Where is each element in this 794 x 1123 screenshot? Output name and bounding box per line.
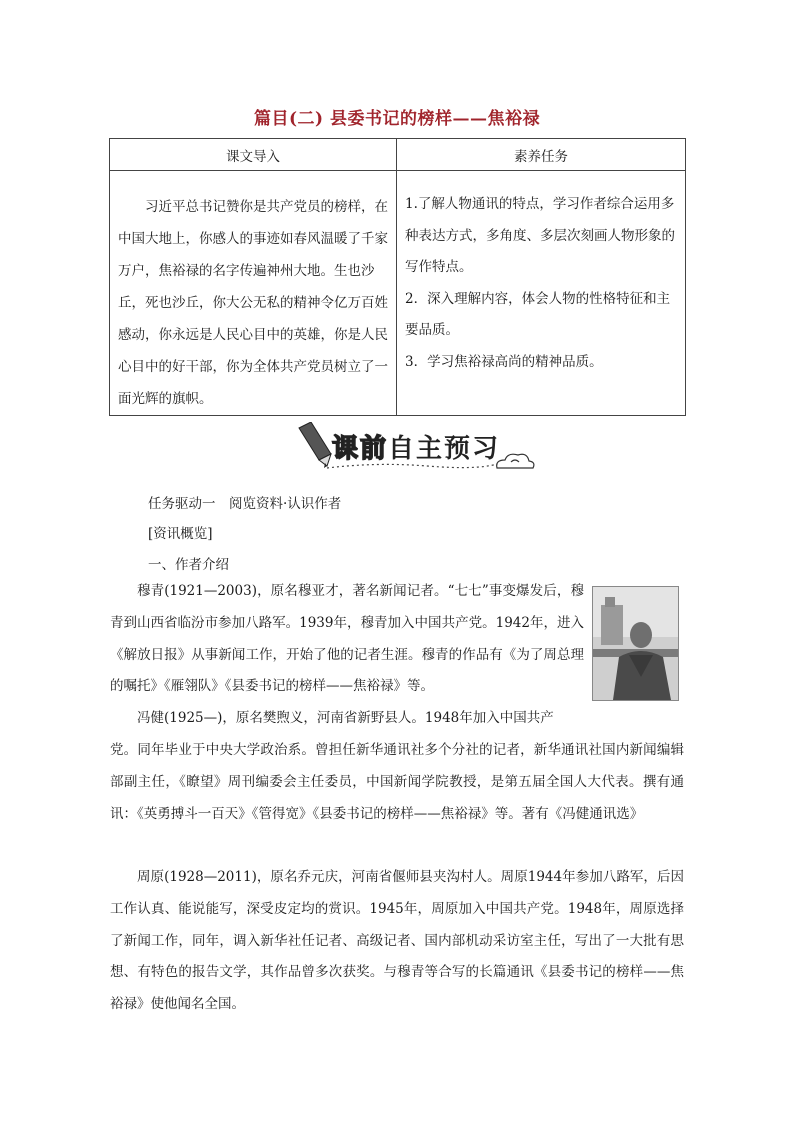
task-heading: 任务驱动一 阅览资料·认识作者 xyxy=(148,496,342,512)
author-photo xyxy=(592,586,679,701)
banner-part1: 课前 xyxy=(332,434,389,464)
table-header-intro: 课文导入 xyxy=(110,139,397,171)
intro-table xyxy=(109,138,686,416)
item-heading: 一、作者介绍 xyxy=(148,557,229,573)
table-header-row xyxy=(110,139,686,171)
tasks-cell xyxy=(397,171,686,416)
author-feng-jian: 党。同年毕业于中央大学政治系。曾担任新华通讯社多个分社的记者，新华通讯社国内新闻编辑部副主任，《瞭望》周刊编委会主任委员，中国新闻学院教授，是第五届全国人大代表。撰有通讯：《英勇搏斗一百天》《管得宽》《县委书记的榜样——焦裕禄》等。著有《冯健通讯选》 xyxy=(110,742,684,822)
pencil-icon xyxy=(299,422,331,468)
sub-heading: [资讯概览] xyxy=(148,526,213,542)
banner-part2: 自主预习 xyxy=(388,434,501,464)
table-header-tasks: 素养任务 xyxy=(397,139,686,171)
cloud-icon xyxy=(497,454,534,468)
author-mu-qing: 穆青(1921—2003)，原名穆亚才，著名新闻记者。“七七”事变爆发后，穆青到山西省临汾市参加八路军。1939年，穆青加入中国共产党。1942年，进入《解放日报》从事新闻工作，开始了他的记者生涯。穆青的作品有《为了周总理的嘱托》《雁翎队》《县委书记的榜样——焦裕禄》等。 xyxy=(110,583,584,695)
page-title: 篇目(二) 县委书记的榜样——焦裕禄 xyxy=(253,109,540,129)
task-item-2: 2．深入理解内容，体会人物的性格特征和主要品质。 xyxy=(405,290,671,338)
task-item-3: 3．学习焦裕禄高尚的精神品质。 xyxy=(405,353,603,370)
intro-text-cell: 习近平总书记赞你是共产党员的榜样，在中国大地上，你感人的事迹如春风温暖了千家万户，焦裕禄的名字传遍神州大地。生也沙丘，死也沙丘，你大公无私的精神令亿万百姓感动，你永远是人民心目中的英雄，你是人民心目中的好干部，你为全体共产党员树立了一面光辉的旗帜。 xyxy=(110,171,397,416)
preview-banner xyxy=(332,428,500,465)
author-zhou-yuan: 周原(1928—2011)，原名乔元庆，河南省偃师县夹沟村人。周原1944年参加八路军，后因工作认真、能说能写，深受皮定均的赏识。1945年，周原加入中国共产党。1948年，周原选择了新闻工作，同年，调入新华社任记者、高级记者、国内部机动采访室主任，写出了一大批有思想、有特色的报告文学，其作品曾多次获奖。与穆青等合写的长篇通讯《县委书记的榜样——焦裕禄》使他闻名全国。 xyxy=(110,869,684,1013)
portrait-image xyxy=(593,587,678,700)
table-row xyxy=(110,171,686,416)
author-feng-jian-line1: 冯健(1925—)，原名樊煦义，河南省新野县人。1948年加入中国共产 xyxy=(137,710,554,726)
task-item-1: 1.了解人物通讯的特点，学习作者综合运用多种表达方式，多角度、多层次刻画人物形象的写作特点。 xyxy=(405,196,675,275)
